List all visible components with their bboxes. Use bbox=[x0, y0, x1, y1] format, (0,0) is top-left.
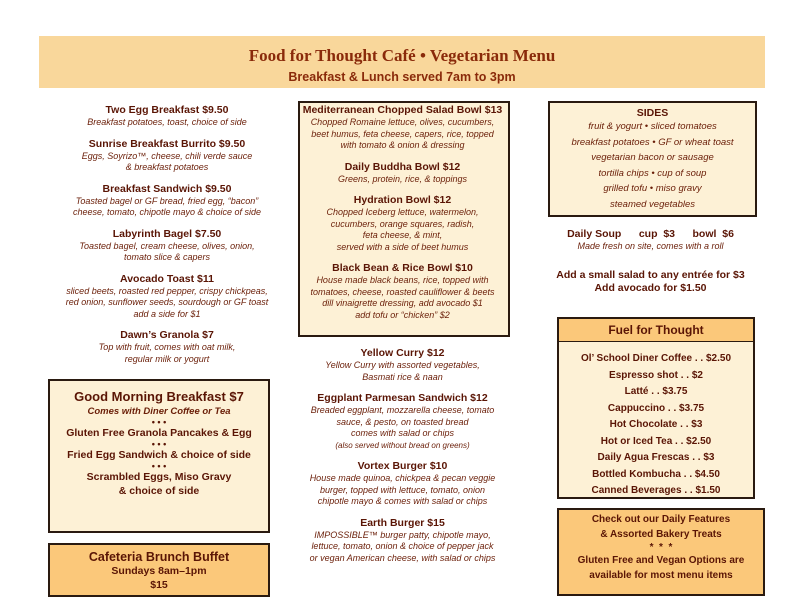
item-desc: Yellow Curry with assorted vegetables, bbox=[325, 360, 480, 370]
drink-item: Cappuccino . . $3.75 bbox=[607, 402, 705, 414]
menu-item bbox=[300, 161, 505, 186]
drink-item: Hot Chocolate . . $3 bbox=[609, 419, 703, 430]
menu-item bbox=[300, 460, 505, 508]
item-desc: Breaded eggplant, mozzarella cheese, tomato bbox=[310, 405, 495, 415]
brunch-title: Cafeteria Brunch Buffet bbox=[88, 550, 230, 564]
item-desc: Chopped Romaine lettuce, olives, cucumbers, bbox=[310, 117, 495, 127]
item-name: Yellow Curry $12 bbox=[360, 347, 445, 359]
item-desc: IMPOSSIBLE™ burger patty, chipotle mayo, bbox=[314, 529, 491, 540]
item-name: Avocado Toast $11 bbox=[120, 272, 214, 285]
item-desc: cucumbers, orange squares, radish, bbox=[330, 218, 475, 229]
drinks-list bbox=[559, 351, 753, 500]
good-morning-option: Fried Egg Sandwich & choice of side bbox=[67, 448, 251, 461]
item-name: Black Bean & Rice Bowl $10 bbox=[332, 262, 473, 274]
sides-line: breakfast potatoes • GF or wheat toast bbox=[571, 136, 734, 148]
drink-item: Bottled Kombucha . . $4.50 bbox=[592, 468, 720, 480]
drink-item: Canned Beverages . . $1.50 bbox=[591, 485, 721, 496]
dots-divider: • • • bbox=[151, 416, 167, 427]
item-desc: with tomato & onion & dressing bbox=[340, 140, 465, 150]
menu-item bbox=[52, 183, 282, 219]
item-desc: House made black beans, rice, topped with bbox=[316, 275, 489, 285]
sides-line: vegetarian bacon or sausage bbox=[591, 152, 714, 163]
good-morning-box bbox=[48, 379, 270, 533]
soup-title: Daily Soup cup $3 bowl $6 bbox=[567, 228, 734, 240]
menu-item bbox=[300, 517, 505, 565]
sides-line: fruit & yogurt • sliced tomatoes bbox=[588, 121, 717, 132]
item-name: Hydration Bowl $12 bbox=[353, 194, 452, 206]
item-desc: beet humus, feta cheese, capers, rice, topped bbox=[311, 128, 494, 139]
item-desc: Top with fruit, comes with oat milk, bbox=[98, 342, 236, 352]
stars-divider: * * * bbox=[649, 542, 673, 553]
drink-item: Hot or Iced Tea . . $2.50 bbox=[600, 435, 712, 447]
item-desc: served with a side of beet humus bbox=[336, 241, 469, 252]
item-desc: tomatoes, cheese, roasted cauliflower & beets bbox=[310, 286, 495, 297]
item-desc: Toasted bagel or GF bread, fried egg, “bacon” bbox=[75, 195, 259, 206]
breakfast-column bbox=[52, 104, 282, 374]
soup-desc: Made fresh on site, comes with a roll bbox=[577, 241, 724, 251]
entrees-column bbox=[300, 347, 505, 573]
features-line: & Assorted Bakery Treats bbox=[600, 529, 722, 540]
sides-box bbox=[548, 101, 757, 217]
features-line: available for most menu items bbox=[589, 570, 733, 581]
item-desc: Greens, protein, rice, & toppings bbox=[337, 173, 468, 184]
bowls-column bbox=[300, 104, 505, 330]
item-desc: dill vinaigrette dressing, add avocado $1 bbox=[322, 298, 483, 308]
item-desc: lettuce, tomato, onion & choice of pepper jack bbox=[311, 541, 494, 551]
menu-item bbox=[52, 273, 282, 321]
item-desc: comes with salad or chips bbox=[350, 428, 455, 438]
menu-item bbox=[52, 228, 282, 264]
item-desc: sauce, & pesto, on toasted bread bbox=[336, 416, 469, 427]
item-desc: feta cheese, & mint, bbox=[362, 230, 443, 240]
brunch-price: $15 bbox=[150, 579, 168, 591]
item-desc: Breakfast potatoes, toast, choice of side bbox=[87, 117, 247, 127]
item-desc: Eggs, Soyrizo™, cheese, chili verde sauce bbox=[81, 150, 253, 161]
menu-item bbox=[52, 104, 282, 129]
good-morning-subtitle: Comes with Diner Coffee or Tea bbox=[87, 406, 231, 417]
item-desc: add a side for $1 bbox=[133, 308, 201, 319]
item-name: Vortex Burger $10 bbox=[357, 460, 448, 472]
item-desc: regular milk or yogurt bbox=[124, 353, 210, 364]
sides-line: steamed vegetables bbox=[609, 198, 696, 210]
page-title: Food for Thought Café • Vegetarian Menu bbox=[248, 46, 556, 65]
menu-item bbox=[300, 392, 505, 451]
item-desc: House made quinoa, chickpea & pecan veggie bbox=[309, 473, 496, 483]
menu-item bbox=[300, 347, 505, 383]
item-desc: cheese, tomato, chipotle mayo & choice of side bbox=[72, 207, 262, 217]
features-line: Gluten Free and Vegan Options are bbox=[577, 555, 745, 566]
item-name: Two Egg Breakfast $9.50 bbox=[105, 104, 229, 116]
drink-item: Ol’ School Diner Coffee . . $2.50 bbox=[580, 353, 732, 364]
sides-line: grilled tofu • miso gravy bbox=[603, 183, 702, 194]
features-box bbox=[557, 508, 765, 596]
item-name: Earth Burger $15 bbox=[360, 516, 445, 529]
salad-addon: Add a small salad to any entrée for $3 bbox=[556, 268, 745, 281]
item-desc: red onion, sunflower seeds, sourdough or GF toast bbox=[65, 297, 269, 307]
features-line: Check out our Daily Features bbox=[591, 514, 731, 525]
drink-item: Espresso shot . . $2 bbox=[609, 369, 703, 381]
avocado-addon: Add avocado for $1.50 bbox=[594, 281, 707, 294]
menu-item bbox=[300, 104, 505, 152]
item-desc: Toasted bagel, cream cheese, olives, onion, bbox=[79, 240, 255, 251]
brunch-hours: Sundays 8am–1pm bbox=[111, 565, 207, 577]
item-name: Labyrinth Bagel $7.50 bbox=[112, 227, 222, 240]
good-morning-option: Gluten Free Granola Pancakes & Egg bbox=[66, 426, 252, 439]
menu-item bbox=[52, 329, 282, 365]
drink-item: Daily Agua Frescas . . $3 bbox=[597, 452, 715, 463]
item-desc: or vegan American cheese, with salad or chips bbox=[309, 552, 496, 563]
item-desc: tomato slice & capers bbox=[123, 252, 211, 262]
item-desc: chipotle mayo & comes with salad or chips bbox=[317, 496, 488, 506]
item-name: Mediterranean Chopped Salad Bowl $13 bbox=[302, 104, 503, 116]
good-morning-option: Scrambled Eggs, Miso Gravy bbox=[86, 470, 232, 483]
item-name: Sunrise Breakfast Burrito $9.50 bbox=[88, 137, 246, 150]
sides-line: tortilla chips • cup of soup bbox=[598, 167, 707, 179]
drinks-box bbox=[557, 317, 755, 499]
page-subtitle: Breakfast & Lunch served 7am to 3pm bbox=[288, 70, 516, 84]
item-desc: add tofu or “chicken” $2 bbox=[355, 309, 450, 320]
item-desc: Chopped Iceberg lettuce, watermelon, bbox=[326, 207, 479, 217]
item-desc: (also served without bread on greens) bbox=[335, 440, 470, 450]
item-name: Breakfast Sandwich $9.50 bbox=[102, 182, 232, 195]
item-name: Dawn’s Granola $7 bbox=[120, 329, 214, 341]
brunch-box bbox=[48, 543, 270, 597]
dots-divider: • • • bbox=[151, 460, 167, 471]
good-morning-title: Good Morning Breakfast $7 bbox=[74, 389, 244, 404]
dots-divider: • • • bbox=[151, 438, 167, 449]
menu-header bbox=[39, 36, 765, 88]
item-name: Eggplant Parmesan Sandwich $12 bbox=[317, 392, 488, 404]
drink-item: Latté . . $3.75 bbox=[624, 386, 688, 397]
menu-item bbox=[300, 262, 505, 321]
drinks-title: Fuel for Thought bbox=[559, 319, 753, 342]
item-desc: & breakfast potatoes bbox=[125, 162, 209, 172]
menu-item bbox=[52, 138, 282, 174]
item-desc: Basmati rice & naan bbox=[362, 371, 443, 382]
item-desc: sliced beets, roasted red pepper, crispy chickpeas, bbox=[66, 285, 268, 296]
menu-item bbox=[300, 194, 505, 253]
good-morning-option: & choice of side bbox=[118, 484, 200, 497]
item-desc: burger, topped with lettuce, tomato, onion bbox=[319, 484, 486, 495]
soup-section bbox=[548, 228, 753, 295]
sides-title: SIDES bbox=[636, 107, 669, 119]
item-name: Daily Buddha Bowl $12 bbox=[344, 160, 461, 173]
